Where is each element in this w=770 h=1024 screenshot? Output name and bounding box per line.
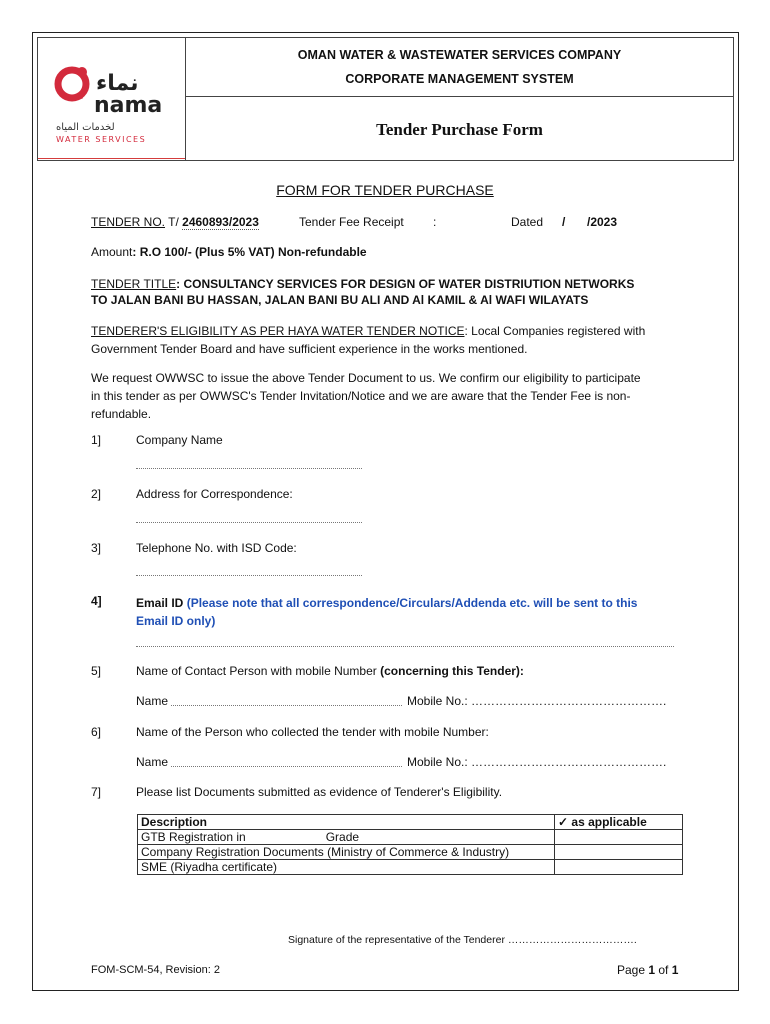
collector-name-field[interactable]: [171, 766, 402, 767]
table-cell-description: SME (Riyadha certificate): [138, 860, 555, 875]
collector-mobile-label[interactable]: Mobile No.: ………………………………………….: [407, 755, 667, 769]
dated-label: Dated: [511, 215, 544, 229]
company-name-field[interactable]: [136, 468, 362, 469]
item2-num: 2]: [91, 487, 102, 501]
table-cell-description: GTB Registration in Grade: [138, 830, 555, 845]
item7-num: 7]: [91, 785, 102, 799]
item6-label: Name of the Person who collected the tender with mobile Number:: [136, 725, 489, 739]
tender-no-value: 2460893/2023: [182, 215, 259, 229]
item1-num: 1]: [91, 433, 102, 447]
item5-num: 5]: [91, 664, 102, 678]
table-header-description: Description: [138, 815, 555, 830]
logo-arabic: نماء: [96, 71, 139, 96]
logo-latin: nama: [94, 93, 163, 118]
table-row: [138, 830, 683, 845]
page-number: [617, 963, 678, 977]
table-cell-checkbox[interactable]: [555, 860, 683, 875]
company-name: OMAN WATER & WASTEWATER SERVICES COMPANY: [297, 48, 622, 62]
table-cell-description: Company Registration Documents (Ministry of Commerce & Industry): [138, 845, 555, 860]
request-line1: We request OWWSC to issue the above Tender Document to us. We confirm our eligibility to participate: [91, 371, 641, 385]
table-row: [138, 860, 683, 875]
fee-receipt-label: Tender Fee Receipt: [299, 215, 404, 229]
amount-label: Amount: [91, 245, 133, 259]
item1-label: Company Name: [136, 433, 223, 447]
page-total: 1: [671, 963, 679, 977]
tender-no-prefix: T/: [165, 215, 179, 229]
eligibility-line1: : Local Companies registered with: [464, 324, 646, 338]
tender-title-label: TENDER TITLE: [91, 277, 177, 291]
telephone-field[interactable]: [136, 575, 362, 576]
tender-no-label: TENDER NO.: [91, 215, 166, 229]
amount-value: : R.O 100/- (Plus 5% VAT) Non-refundable: [132, 245, 367, 259]
table-cell-checkbox[interactable]: [555, 830, 683, 845]
eligibility-line2: Government Tender Board and have sufficient experience in the works mentioned.: [91, 342, 528, 356]
logo-sub-latin: WATER SERVICES: [56, 135, 147, 144]
item4-text: [136, 594, 684, 630]
item5-text: [136, 664, 524, 678]
header-divider: [186, 96, 734, 97]
item5-bold: (concerning this Tender):: [380, 664, 524, 678]
item7-label: Please list Documents submitted as evidence of Tenderer's Eligibility.: [136, 785, 503, 799]
item4-num: 4]: [91, 594, 102, 608]
dated-slash: /: [562, 215, 566, 229]
logo-sub-arabic: لخدمات المياه: [56, 122, 115, 133]
page-current: 1: [648, 963, 656, 977]
logo: [38, 38, 186, 160]
item4-note-line1: (Please note that all correspondence/Circulars/Addenda etc. will be sent to this: [186, 596, 638, 610]
item4-label: Email ID: [136, 596, 184, 610]
nama-logo-icon: [38, 38, 185, 160]
amount-row: [91, 245, 367, 259]
contact-name-field[interactable]: [171, 705, 402, 706]
table-header-applicable: ✓ as applicable: [555, 815, 683, 830]
tender-title-line2: TO JALAN BANI BU HASSAN, JALAN BANI BU ALI AND Al KAMIL & Al WAFI WILAYATS: [91, 293, 589, 307]
logo-divider: [38, 158, 185, 159]
contact-name-label: Name: [136, 694, 169, 708]
signature-line[interactable]: Signature of the representative of the Tenderer ……………………………….: [288, 934, 637, 946]
system-name: CORPORATE MANAGEMENT SYSTEM: [345, 72, 574, 86]
form-heading: FORM FOR TENDER PURCHASE: [276, 182, 494, 198]
table-header-row: [138, 815, 683, 830]
request-line2: in this tender as per OWWSC's Tender Invitation/Notice and we are aware that the Tender Fee is non-: [91, 389, 631, 403]
eligibility: [91, 322, 691, 358]
header-box: [37, 37, 734, 161]
page-of: of: [655, 963, 672, 977]
dated-year: /2023: [587, 215, 618, 229]
item4-note-line2: Email ID only): [136, 614, 216, 628]
item5-label: Name of Contact Person with mobile Number: [136, 664, 377, 678]
item3-num: 3]: [91, 541, 102, 555]
table-row: [138, 845, 683, 860]
tender-no-row: [91, 215, 259, 229]
page-prefix: Page: [617, 963, 649, 977]
request-text: [91, 369, 691, 423]
request-line3: refundable.: [91, 407, 152, 421]
doc-reference: FOM-SCM-54, Revision: 2: [91, 964, 220, 976]
collector-name-label: Name: [136, 755, 169, 769]
fee-receipt-colon: :: [433, 215, 437, 229]
tender-title: [91, 276, 691, 308]
item2-label: Address for Correspondence:: [136, 487, 293, 501]
table-cell-checkbox[interactable]: [555, 845, 683, 860]
email-field[interactable]: [136, 646, 674, 647]
tender-title-line1: : CONSULTANCY SERVICES FOR DESIGN OF WATER DISTRIUTION NETWORKS: [176, 277, 635, 291]
item6-num: 6]: [91, 725, 102, 739]
address-field[interactable]: [136, 522, 362, 523]
documents-table: [137, 814, 683, 875]
item3-label: Telephone No. with ISD Code:: [136, 541, 297, 555]
eligibility-label: TENDERER'S ELIGIBILITY AS PER HAYA WATER TENDER NOTICE: [91, 324, 465, 338]
form-title: Tender Purchase Form: [376, 120, 543, 139]
contact-mobile-label[interactable]: Mobile No.: ………………………………………….: [407, 694, 667, 708]
